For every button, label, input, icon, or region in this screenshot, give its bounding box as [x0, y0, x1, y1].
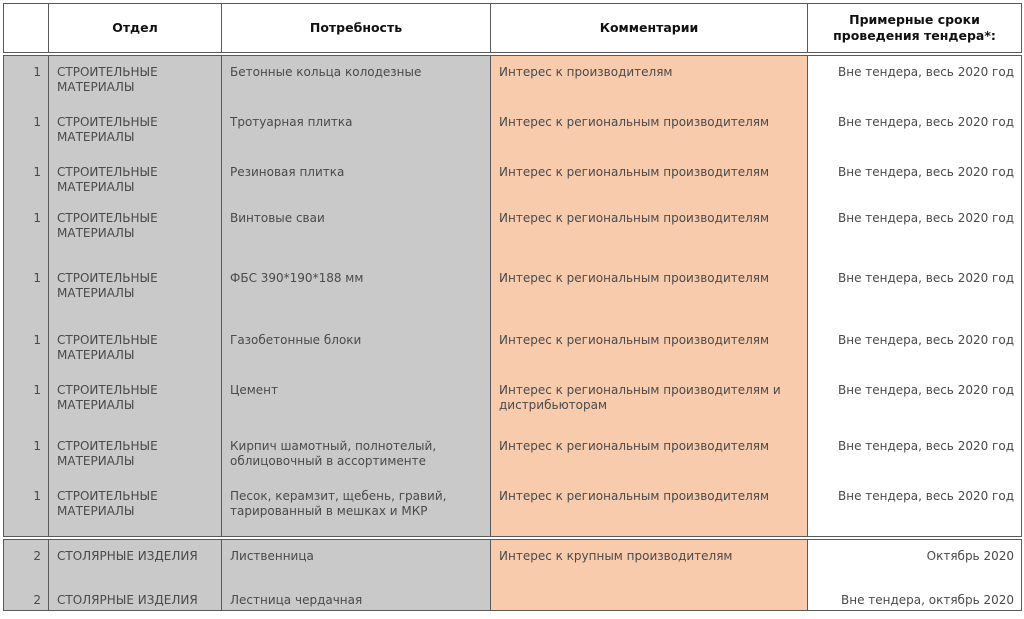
- cell-dates: Вне тендера, весь 2020 год: [808, 56, 1022, 106]
- cell-dept: СТРОИТЕЛЬНЫЕ МАТЕРИАЛЫ: [49, 56, 222, 106]
- cell-dates: Вне тендера, весь 2020 год: [808, 374, 1022, 430]
- cell-need: Тротуарная плитка: [222, 106, 491, 156]
- header-row: [4, 4, 1022, 53]
- table-row: [4, 106, 1022, 156]
- cell-dept: СТОЛЯРНЫЕ ИЗДЕЛИЯ: [49, 540, 222, 584]
- cell-need: Цемент: [222, 374, 491, 430]
- col-header-need: Потребность: [222, 4, 491, 53]
- cell-dept: СТРОИТЕЛЬНЫЕ МАТЕРИАЛЫ: [49, 106, 222, 156]
- cell-comment: Интерес к региональным производителям и дистрибьюторам: [491, 374, 808, 430]
- table-row: [4, 584, 1022, 611]
- cell-num: 2: [4, 584, 49, 611]
- cell-dept: СТРОИТЕЛЬНЫЕ МАТЕРИАЛЫ: [49, 156, 222, 202]
- cell-dates: Вне тендера, весь 2020 год: [808, 202, 1022, 262]
- table-row: [4, 480, 1022, 537]
- cell-num: 1: [4, 430, 49, 480]
- section-table: [3, 539, 1022, 611]
- cell-comment: Интерес к региональным производителям: [491, 262, 808, 324]
- table-row: [4, 540, 1022, 584]
- cell-num: 1: [4, 156, 49, 202]
- cell-comment: Интерес к региональным производителям: [491, 202, 808, 262]
- cell-dept: СТРОИТЕЛЬНЫЕ МАТЕРИАЛЫ: [49, 480, 222, 537]
- table-row: [4, 262, 1022, 324]
- cell-need: Винтовые сваи: [222, 202, 491, 262]
- col-header-num: [4, 4, 49, 53]
- cell-comment: [491, 584, 808, 611]
- cell-num: 2: [4, 540, 49, 584]
- cell-num: 1: [4, 56, 49, 106]
- cell-dates: Вне тендера, весь 2020 год: [808, 156, 1022, 202]
- cell-need: Резиновая плитка: [222, 156, 491, 202]
- table-sections: [0, 55, 1024, 611]
- cell-num: 1: [4, 106, 49, 156]
- cell-num: 1: [4, 324, 49, 374]
- cell-num: 1: [4, 480, 49, 537]
- table-row: [4, 324, 1022, 374]
- cell-dates: Вне тендера, весь 2020 год: [808, 106, 1022, 156]
- cell-dept: СТРОИТЕЛЬНЫЕ МАТЕРИАЛЫ: [49, 202, 222, 262]
- cell-need: Кирпич шамотный, полнотелый, облицовочный в ассортименте: [222, 430, 491, 480]
- cell-comment: Интерес к региональным производителям: [491, 480, 808, 537]
- cell-comment: Интерес к крупным производителям: [491, 540, 808, 584]
- cell-dept: СТРОИТЕЛЬНЫЕ МАТЕРИАЛЫ: [49, 262, 222, 324]
- cell-dates: Вне тендера, весь 2020 год: [808, 430, 1022, 480]
- cell-dates: Вне тендера, весь 2020 год: [808, 480, 1022, 537]
- table-row: [4, 56, 1022, 106]
- cell-dept: СТОЛЯРНЫЕ ИЗДЕЛИЯ: [49, 584, 222, 611]
- cell-need: ФБС 390*190*188 мм: [222, 262, 491, 324]
- table-row: [4, 430, 1022, 480]
- cell-dept: СТРОИТЕЛЬНЫЕ МАТЕРИАЛЫ: [49, 324, 222, 374]
- cell-dates: Вне тендера, весь 2020 год: [808, 324, 1022, 374]
- cell-dates: Вне тендера, весь 2020 год: [808, 262, 1022, 324]
- cell-need: Лестница чердачная: [222, 584, 491, 611]
- cell-num: 1: [4, 262, 49, 324]
- cell-dept: СТРОИТЕЛЬНЫЕ МАТЕРИАЛЫ: [49, 430, 222, 480]
- cell-dates: Октябрь 2020: [808, 540, 1022, 584]
- tender-table: [0, 3, 1024, 611]
- cell-comment: Интерес к производителям: [491, 56, 808, 106]
- table-header: [3, 3, 1022, 53]
- cell-dates: Вне тендера, октябрь 2020: [808, 584, 1022, 611]
- table-row: [4, 156, 1022, 202]
- cell-need: Песок, керамзит, щебень, гравий, тарированный в мешках и МКР: [222, 480, 491, 537]
- cell-comment: Интерес к региональным производителям: [491, 106, 808, 156]
- cell-need: Бетонные кольца колодезные: [222, 56, 491, 106]
- table-row: [4, 374, 1022, 430]
- table-row: [4, 202, 1022, 262]
- col-header-dept: Отдел: [49, 4, 222, 53]
- col-header-dates: Примерные сроки проведения тендера*:: [808, 4, 1022, 53]
- cell-comment: Интерес к региональным производителям: [491, 324, 808, 374]
- section-table: [3, 55, 1022, 537]
- cell-need: Лиственница: [222, 540, 491, 584]
- col-header-comment: Комментарии: [491, 4, 808, 53]
- cell-num: 1: [4, 374, 49, 430]
- cell-comment: Интерес к региональным производителям: [491, 430, 808, 480]
- cell-dept: СТРОИТЕЛЬНЫЕ МАТЕРИАЛЫ: [49, 374, 222, 430]
- cell-need: Газобетонные блоки: [222, 324, 491, 374]
- cell-num: 1: [4, 202, 49, 262]
- cell-comment: Интерес к региональным производителям: [491, 156, 808, 202]
